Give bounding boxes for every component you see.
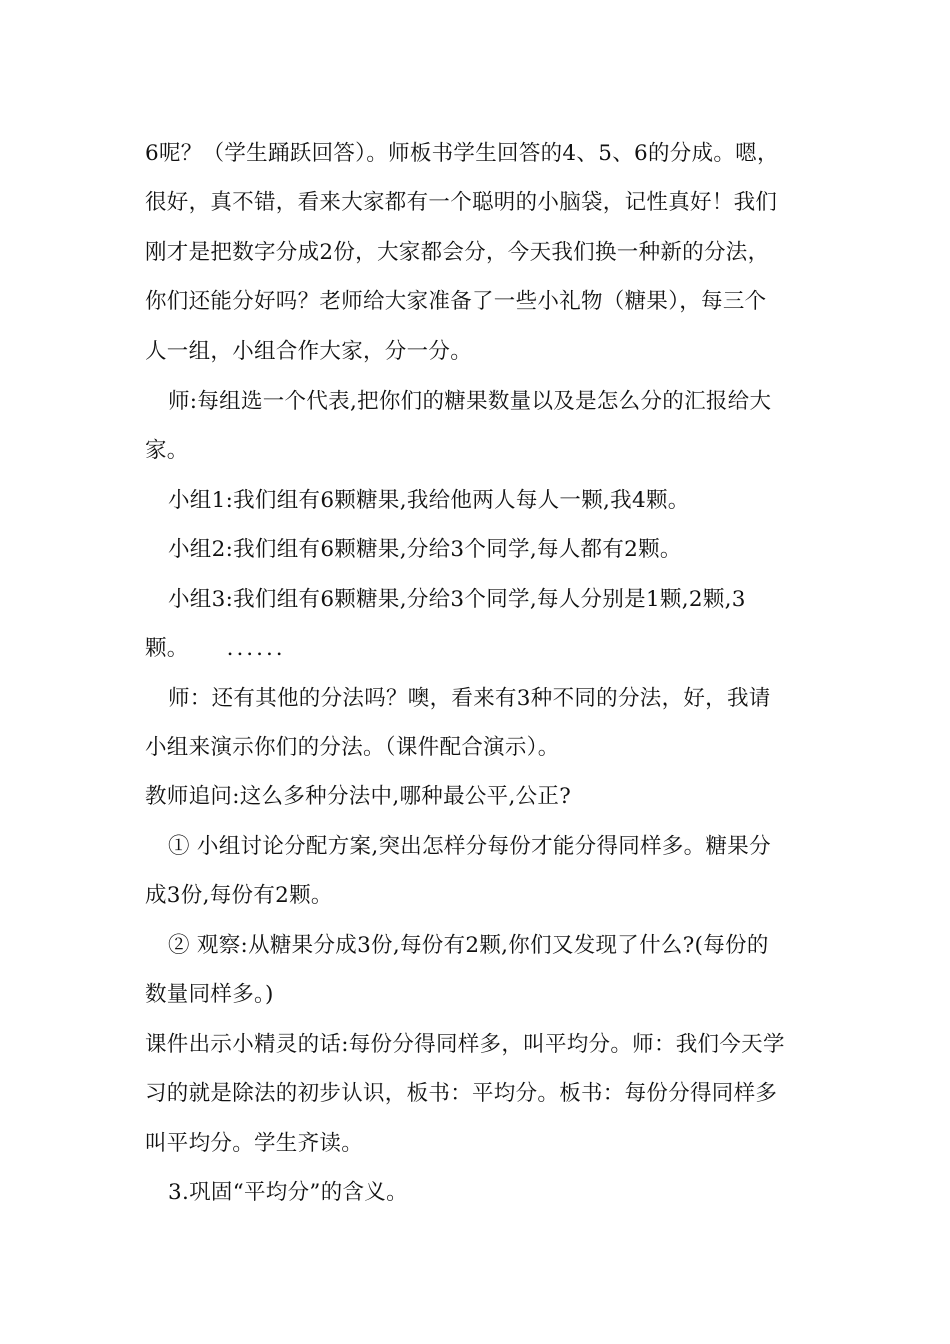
text-line: 习的就是除法的初步认识，板书：平均分。板书：每份分得同样多 [145, 1081, 778, 1106]
text-line: 家。 [145, 438, 189, 463]
text-line: 小组2:我们组有6颗糖果,分给3个同学,每人都有2颗。 [168, 537, 682, 562]
text-line: 3.巩固“平均分”的含义。 [168, 1180, 408, 1205]
text-line: ① 小组讨论分配方案,突出怎样分每份才能分得同样多。糖果分 [168, 834, 771, 859]
text-line: 小组1:我们组有6颗糖果,我给他两人每人一颗,我4颗。 [168, 488, 690, 513]
text-line: 师:每组选一个代表,把你们的糖果数量以及是怎么分的汇报给大 [168, 389, 772, 414]
text-line: 师：还有其他的分法吗？噢，看来有3种不同的分法，好，我请 [168, 686, 771, 711]
text-line: 叫平均分。学生齐读。 [145, 1131, 364, 1156]
ellipsis: ...... [226, 636, 286, 661]
text-line [145, 634, 286, 664]
text-line: 6呢？（学生踊跃回答）。师板书学生回答的4、5、6的分成。嗯， [145, 141, 779, 166]
text-line: 人一组，小组合作大家，分一分。 [145, 339, 473, 364]
text-line: 教师追问:这么多种分法中,哪种最公平,公正? [145, 784, 572, 809]
text-line: 你们还能分好吗？老师给大家准备了一些小礼物（糖果），每三个 [145, 289, 767, 314]
text-line: 小组来演示你们的分法。（课件配合演示）。 [145, 735, 560, 760]
text-line: 数量同样多。) [145, 982, 274, 1007]
text-fragment: 颗。 [145, 636, 189, 661]
text-line: 小组3:我们组有6颗糖果,分给3个同学,每人分别是1颗,2颗,3 [168, 587, 746, 612]
text-line: ② 观察:从糖果分成3份,每份有2颗,你们又发现了什么?(每份的 [168, 933, 769, 958]
text-line: 课件出示小精灵的话:每份分得同样多，叫平均分。师：我们今天学 [145, 1032, 785, 1057]
text-line: 成3份,每份有2颗。 [145, 883, 333, 908]
text-line: 很好，真不错，看来大家都有一个聪明的小脑袋，记性真好！我们 [145, 190, 778, 215]
text-line: 刚才是把数字分成2份，大家都会分，今天我们换一种新的分法， [145, 240, 770, 265]
